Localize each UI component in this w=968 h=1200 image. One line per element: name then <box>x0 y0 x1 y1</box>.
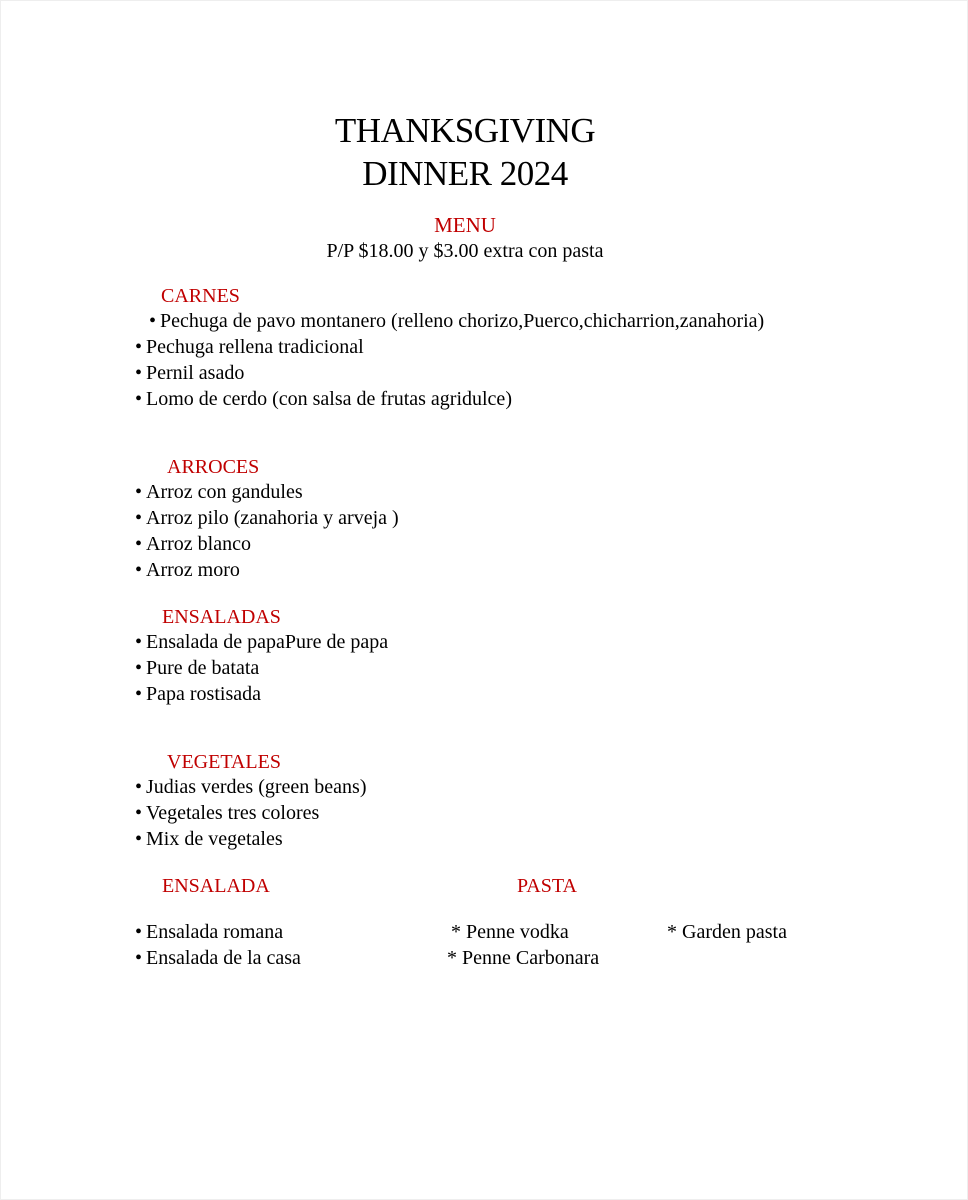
pasta-item: * Penne Carbonara <box>447 947 600 969</box>
vegetales-item <box>135 829 283 849</box>
carnes-item-label: Lomo de cerdo (con salsa de frutas agridulce) <box>146 388 512 410</box>
bullet: • <box>135 921 143 943</box>
vegetales-item-label: Judias verdes (green beans) <box>146 776 367 798</box>
bullet: • <box>135 362 143 384</box>
vegetales-item-label: Mix de vegetales <box>146 828 283 850</box>
ensaladas-heading: ENSALADAS <box>162 606 281 628</box>
title-line-1: THANKSGIVING <box>334 111 596 150</box>
bullet: • <box>149 310 157 332</box>
arroces-item-label: Arroz pilo (zanahoria y arveja ) <box>146 507 399 529</box>
carnes-item-label: Pechuga de pavo montanero (relleno chorizo,Puerco,chicharrion,zanahoria) <box>160 310 765 332</box>
bullet: • <box>135 776 143 798</box>
vegetales-item <box>135 803 319 823</box>
pasta-item: * Penne vodka <box>451 921 569 943</box>
arroces-heading: ARROCES <box>167 456 260 478</box>
bullet: • <box>135 507 143 529</box>
bullet: • <box>135 683 143 705</box>
arroces-item-label: Arroz moro <box>146 559 240 581</box>
pasta-heading: PASTA <box>517 875 577 897</box>
bullet: • <box>135 388 143 410</box>
carnes-item <box>135 389 512 409</box>
ensalada-item <box>135 948 301 968</box>
arroces-item-label: Arroz con gandules <box>146 481 303 503</box>
ensalada-item-label: Ensalada de la casa <box>146 947 301 969</box>
carnes-item-label: Pechuga rellena tradicional <box>146 336 364 358</box>
carnes-item-label: Pernil asado <box>146 362 245 384</box>
bullet: • <box>135 802 143 824</box>
bullet: • <box>135 657 143 679</box>
vegetales-item-label: Vegetales tres colores <box>146 802 320 824</box>
bullet: • <box>135 336 143 358</box>
bullet: • <box>135 533 143 555</box>
carnes-heading: CARNES <box>161 285 240 307</box>
vegetales-heading: VEGETALES <box>167 751 281 773</box>
arroces-item-label: Arroz blanco <box>146 533 251 555</box>
ensalada-heading: ENSALADA <box>162 875 270 897</box>
menu-label: MENU <box>434 213 496 237</box>
bullet: • <box>135 481 143 503</box>
pasta-item: * Garden pasta <box>667 921 787 943</box>
bullet: • <box>135 559 143 581</box>
vegetales-item <box>135 777 366 797</box>
arroces-item <box>135 482 303 502</box>
bullet: • <box>135 828 143 850</box>
ensaladas-item-label: Ensalada de papaPure de papa <box>146 631 389 653</box>
arroces-item <box>135 508 399 528</box>
carnes-item <box>135 337 364 357</box>
carnes-item <box>135 363 244 383</box>
carnes-item <box>149 311 764 331</box>
ensaladas-item <box>135 684 261 704</box>
title-line-2: DINNER 2024 <box>362 154 568 193</box>
bullet: • <box>135 631 143 653</box>
arroces-item <box>135 534 251 554</box>
ensaladas-item <box>135 632 388 652</box>
ensaladas-item <box>135 658 259 678</box>
bullet: • <box>135 947 143 969</box>
ensalada-item-label: Ensalada romana <box>146 921 284 943</box>
ensaladas-item-label: Papa rostisada <box>146 683 261 705</box>
ensalada-item <box>135 922 283 942</box>
arroces-item <box>135 560 240 580</box>
price-text: P/P $18.00 y $3.00 extra con pasta <box>326 240 604 262</box>
ensaladas-item-label: Pure de batata <box>146 657 260 679</box>
